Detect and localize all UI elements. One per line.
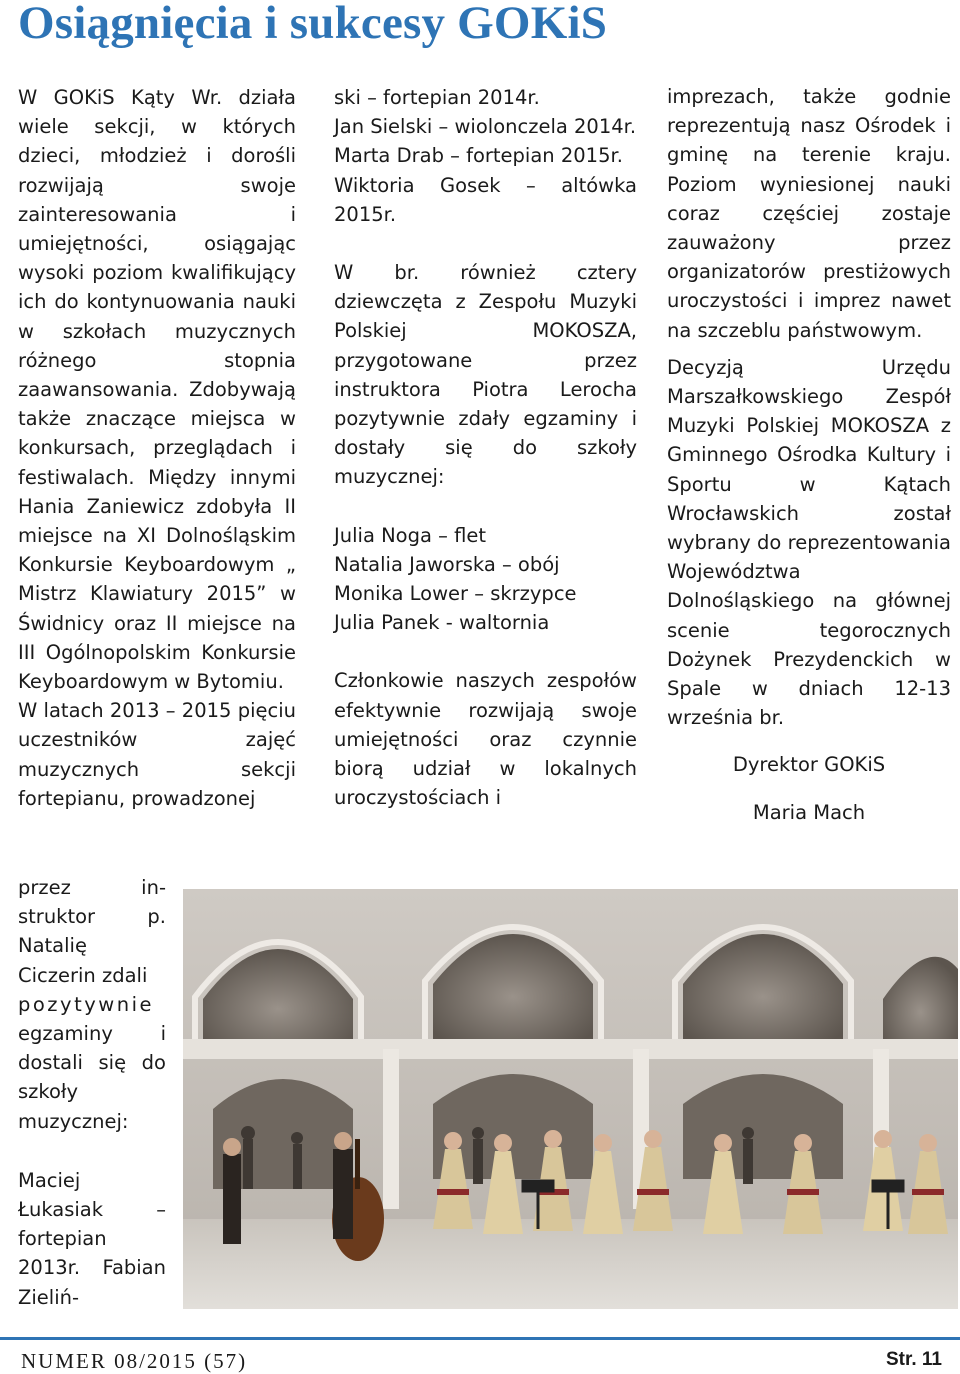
list-item: Wiktoria Gosek – altówka 2015r. xyxy=(334,173,637,226)
column-1 xyxy=(18,83,296,813)
paragraph-piano-students: W latach 2013 – 2015 pięciu uczestników zajęć muzycznych sekcji fortepianu, prowadzonej xyxy=(18,699,296,810)
list-item: Jan Sielski – wiolonczela 2014r. xyxy=(334,115,637,139)
paragraph-intro: W GOKiS Kąty Wr. działa wiele sekcji, w których dzieci, młodzież i dorośli rozwijają swoje zainteresowania i umiejętności, osiągając wysoki poziom kwalifikujący ich do kontynuowania nauki w szkołach muzycznych różnego stopnia zaawansowania. Zdobywają także znaczące miejsca w konkursach, przeglądach i festiwalach. Między innymi Hania Zaniewicz zdobyła II miejsce na XI Dolnośląskim Konkursie Keyboardowym „ Mistrz Klawiatury 2015” w Świdnicy oraz II miejsce na III Ogólnopolskim Konkursie Keyboardowym w Bytomiu. xyxy=(18,86,296,694)
name-list xyxy=(334,521,637,638)
list-item: Marta Drab – fortepian 2015r. xyxy=(334,144,623,168)
page-title: Osiągnięcia i sukcesy GOKiS xyxy=(18,0,608,49)
signature-role: Dyrektor GOKiS xyxy=(732,753,886,777)
list-item: Julia Panek - waltornia xyxy=(334,611,550,635)
paragraph-decision: Decyzją Urzędu Marszałkowskiego Zespół Muzyki Polskiej MOKOSZA z Gminnego Ośrodka Kultury i Sportu w Kątach Wrocławskich został wybrany do reprezentowania Województwa Dolnośląskiego na głównej scenie tegorocznych Dożynek Prezydenckich w Spale w dniach 12-13 września br. xyxy=(667,355,951,730)
paragraph-members: Członkowie naszych zespołów efektywnie rozwijają swoje umiejętności oraz czynnie biorą udział w lokalnych uroczystościach i xyxy=(334,669,637,810)
paragraph-events: imprezach, także godnie reprezentują nasz Ośrodek i gminę na terenie kraju. Poziom wyniesionej nauki coraz częściej zostaje zauważony przez organizatorów prestiżowych uroczystości i imprez nawet na szczeblu państwowym. xyxy=(667,85,951,342)
paragraph-exam-line1: przez in- xyxy=(18,876,166,899)
list-item: ski – fortepian 2014r. xyxy=(334,86,540,109)
column-3 xyxy=(667,82,951,827)
signature-name: Maria Mach xyxy=(752,800,866,824)
ensemble-photo xyxy=(183,889,958,1309)
footer-page-number: Str. 11 xyxy=(886,1349,942,1370)
list-item: Natalia Jaworska – obój xyxy=(334,552,560,576)
footer-issue-number: NUMER 08/2015 (57) xyxy=(21,1349,248,1373)
footer-rule xyxy=(0,1337,960,1340)
paragraph-exam-spaced: pozytywnie xyxy=(18,992,154,1016)
paragraph-student-list: Maciej Łukasiak – fortepian 2013r. Fabian Zieliń- xyxy=(18,1168,166,1309)
list-item: Monika Lower – skrzypce xyxy=(334,582,577,606)
column-1-narrow xyxy=(18,873,166,1312)
paragraph-exam-rest: egzaminy i dostali się do szkoły muzycznej: xyxy=(18,1022,166,1133)
paragraph-exam-line2: struktor p. Natalię Ciczerin zdali xyxy=(18,905,166,987)
column-2 xyxy=(334,83,637,812)
list-item: Julia Noga – flet xyxy=(334,523,487,547)
paragraph-mokosza-exams: W br. również cztery dziewczęta z Zespołu Muzyki Polskiej MOKOSZA, przygotowane przez instruktora Piotra Lerocha pozytywnie zdały egzaminy i dostały się do szkoły muzycznej: xyxy=(334,261,637,489)
